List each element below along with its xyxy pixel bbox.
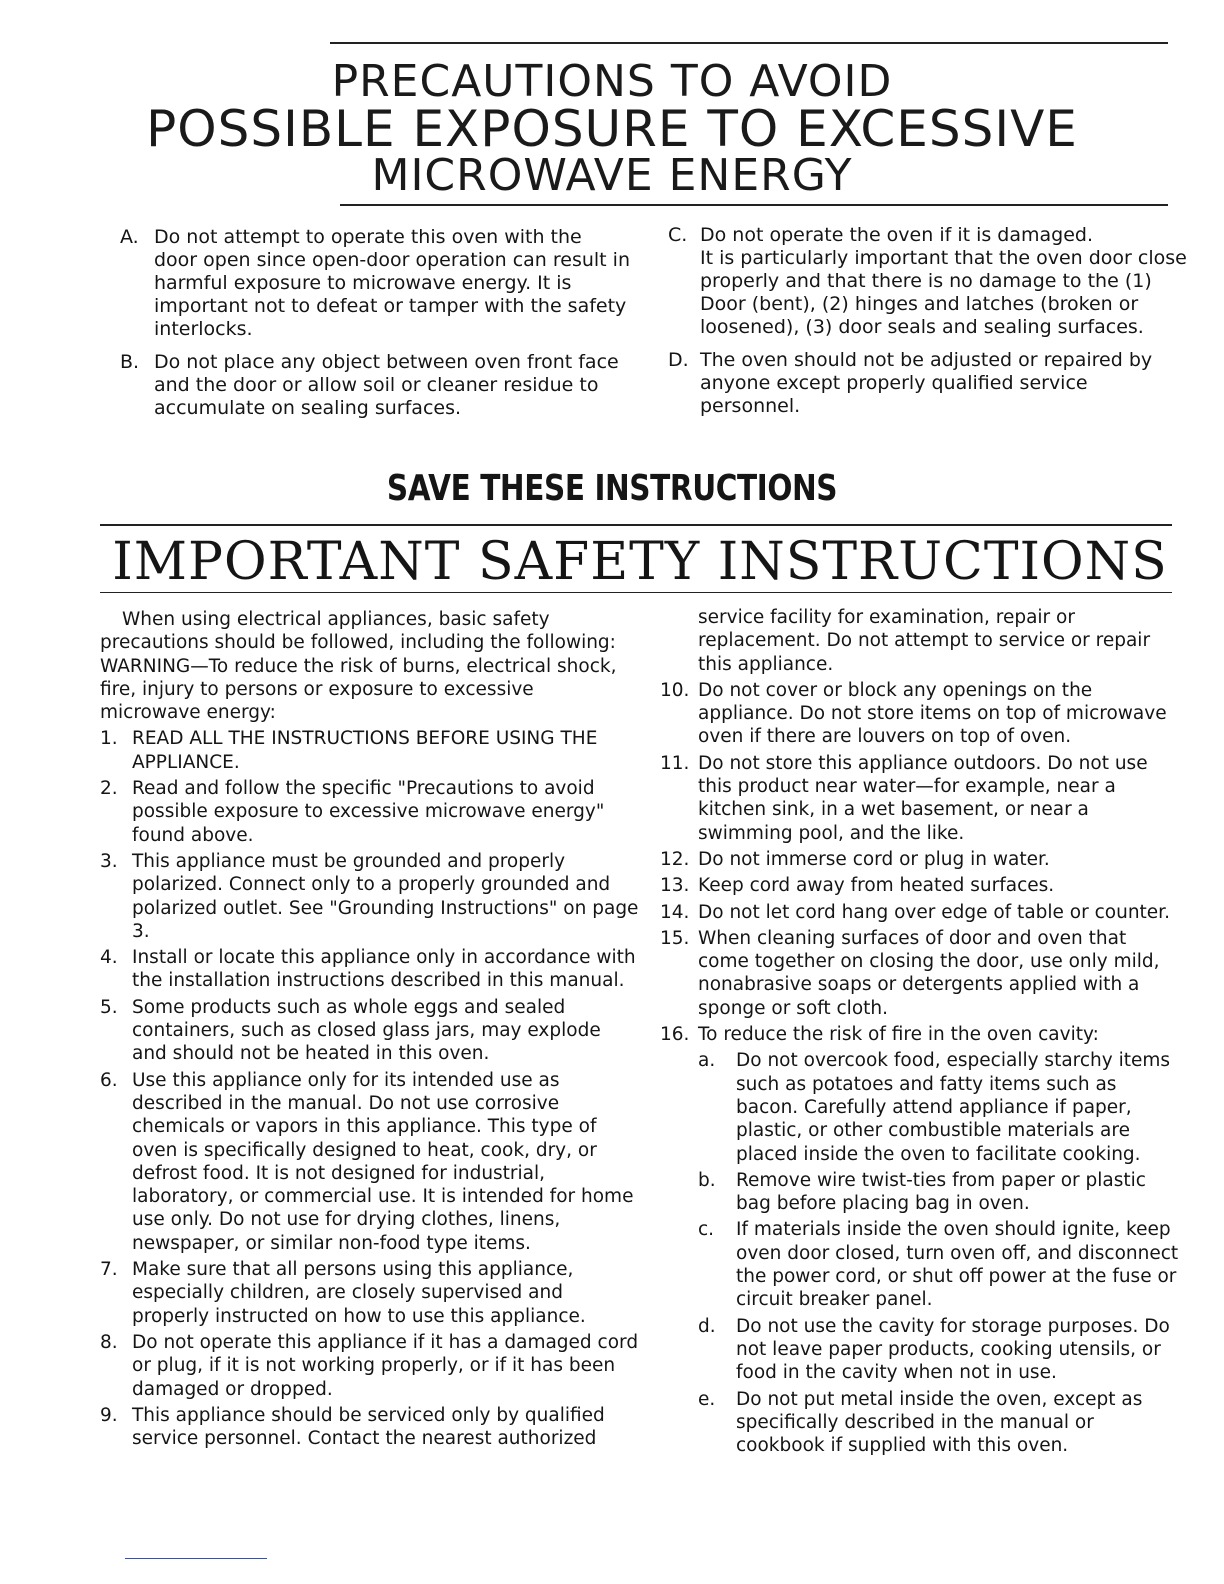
- instruction-item-1: [100, 727, 640, 774]
- instruction-number: 1.: [100, 728, 118, 750]
- heading-line-2: POSSIBLE EXPOSURE TO EXCESSIVE: [146, 100, 1078, 158]
- heading-bottom-rule: [340, 204, 1168, 206]
- save-instructions-heading: SAVE THESE INSTRUCTIONS: [386, 468, 838, 509]
- precaution-d: [668, 349, 1188, 418]
- precaution-a: [120, 226, 630, 341]
- instruction-item-5: [100, 996, 640, 1066]
- sub-item-label: d.: [698, 1315, 716, 1337]
- instruction-text: Read and follow the specific "Precautions to avoid possible exposure to excessive microwave energy" found above.: [132, 778, 605, 846]
- instruction-text: To reduce the risk of fire in the oven cavity:: [698, 1024, 1099, 1046]
- instruction-number: 3.: [100, 850, 118, 872]
- instruction-item-9: [100, 1404, 640, 1451]
- instruction-text: This appliance should be serviced only by qualified service personnel. Contact the nearest authorized: [132, 1404, 605, 1450]
- instruction-text: Do not immerse cord or plug in water.: [698, 848, 1050, 870]
- instruction-item-16: [660, 1023, 1180, 1046]
- sub-item-text: Remove wire twist-ties from paper or plastic bag before placing bag in oven.: [736, 1169, 1146, 1215]
- sub-item-text: Do not use the cavity for storage purposes. Do not leave paper products, cooking utensils, or food in the cavity when not in use.: [736, 1315, 1170, 1384]
- safety-title: IMPORTANT SAFETY INSTRUCTIONS: [112, 532, 1168, 592]
- precaution-text: The oven should not be adjusted or repaired by anyone except properly qualified service personnel.: [700, 349, 1153, 417]
- instruction-text: Do not let cord hang over edge of table or counter.: [698, 901, 1170, 923]
- instruction-number: 16.: [660, 1024, 690, 1046]
- instruction-item-14: [660, 901, 1180, 924]
- sub-item-text: Do not overcook food, especially starchy items such as potatoes and fatty items such as bacon. Carefully attend appliance if paper, plastic, or other combustible materials are placed inside the oven to facilitate cooking.: [736, 1050, 1171, 1165]
- instruction-number: 8.: [100, 1331, 118, 1353]
- instruction-text: Install or locate this appliance only in accordance with the installation instructions described in this manual.: [132, 947, 636, 992]
- sub-item-c: [660, 1218, 1180, 1311]
- instruction-text: Do not cover or block any openings on the appliance. Do not store items on top of microwave oven if there are louvers on top of oven.: [698, 679, 1167, 748]
- instruction-text: READ ALL THE INSTRUCTIONS BEFORE USING THE APPLIANCE.: [132, 728, 598, 773]
- sub-item-text: Do not put metal inside the oven, except as specifically described in the manual or cookbook if supplied with this oven.: [736, 1388, 1143, 1457]
- precautions-right-column: [668, 224, 1188, 428]
- instruction-number: 12.: [660, 848, 690, 870]
- instruction-item-4: [100, 946, 640, 993]
- precaution-text: Do not attempt to operate this oven with the door open since open-door operation can result in harmful exposure to microwave energy. It is important not to defeat or tamper with the safety interlocks.: [154, 226, 630, 340]
- instruction-number: 5.: [100, 996, 118, 1018]
- instruction-number: 13.: [660, 875, 690, 897]
- instruction-item-11: [660, 752, 1180, 845]
- instruction-number: 4.: [100, 947, 118, 969]
- instruction-item-10: [660, 679, 1180, 749]
- instruction-number: 11.: [660, 752, 690, 774]
- precaution-text: It is particularly important that the oven door close properly and that there is no damage to the (1) Door (bent), (2) hinges and latches (broken or loosened), (3) door seals and sealing surfaces.: [700, 247, 1187, 338]
- instruction-item-7: [100, 1258, 640, 1328]
- sub-item-d: [660, 1315, 1180, 1385]
- sub-item-label: c.: [698, 1219, 715, 1241]
- instruction-text: This appliance must be grounded and properly polarized. Connect only to a properly grounded and polarized outlet. See "Grounding Instructions" on page 3.: [132, 850, 639, 942]
- footer-underline: [125, 1558, 267, 1559]
- sub-item-text: If materials inside the oven should ignite, keep oven door closed, turn oven off, and disconnect the power cord, or shut off power at the fuse or circuit breaker panel.: [736, 1219, 1179, 1311]
- instruction-text: Make sure that all persons using this appliance, especially children, are closely supervised and properly instructed on how to use this appliance.: [132, 1259, 586, 1327]
- instruction-number: 14.: [660, 901, 690, 923]
- sub-item-label: e.: [698, 1388, 716, 1410]
- precaution-text: Do not place any object between oven front face and the door or allow soil or cleaner residue to accumulate on sealing surfaces.: [154, 351, 619, 419]
- instruction-number: 6.: [100, 1069, 118, 1091]
- instruction-text: Use this appliance only for its intended use as described in the manual. Do not use corrosive chemicals or vapors in this appliance. This type of oven is specifically designed to heat, cook, dry, or defrost food. It is not designed for industrial, laboratory, or commercial use. It is intended for home use only. Do not use for drying clothes, linens, newspaper, or similar non-food type items.: [132, 1069, 634, 1254]
- intro-paragraph: When using electrical appliances, basic safety precautions should be followed, including the following:: [100, 609, 616, 654]
- precaution-label: B.: [120, 351, 140, 373]
- safety-left-column: [100, 608, 640, 1450]
- instruction-number: 10.: [660, 679, 690, 701]
- safety-bottom-rule: [100, 592, 1172, 593]
- instruction-number: 2.: [100, 778, 118, 800]
- sub-item-e: [660, 1388, 1180, 1458]
- precaution-c: [668, 224, 1188, 339]
- top-rule: [330, 42, 1168, 44]
- instruction-item-13: [660, 874, 1180, 897]
- instruction-item-3: [100, 850, 640, 943]
- instruction-number: 7.: [100, 1259, 118, 1281]
- instruction-text: When cleaning surfaces of door and oven that come together on closing the door, use only mild, nonabrasive soaps or detergents applied with a sponge or soft cloth.: [698, 927, 1160, 1019]
- instruction-item-12: [660, 848, 1180, 871]
- heading-line-1: PRECAUTIONS TO AVOID: [331, 56, 893, 107]
- precaution-text-first: Do not operate the oven if it is damaged.: [700, 224, 1094, 246]
- sub-item-a: [660, 1049, 1180, 1165]
- precautions-left-column: [120, 226, 630, 430]
- instruction-text: Do not operate this appliance if it has a damaged cord or plug, if it is not working properly, or if it has been damaged or dropped.: [132, 1331, 639, 1400]
- warning-paragraph: WARNING—To reduce the risk of burns, electrical shock, fire, injury to persons or exposure to excessive microwave energy:: [100, 655, 617, 724]
- safety-right-column: [660, 606, 1180, 1457]
- sub-item-label: a.: [698, 1050, 716, 1072]
- heading-line-3: MICROWAVE ENERGY: [371, 150, 853, 201]
- instruction-text: Do not store this appliance outdoors. Do not use this product near water—for example, near a kitchen sink, in a wet basement, or near a swimming pool, and the like.: [698, 752, 1148, 844]
- instruction-number: 9.: [100, 1404, 118, 1426]
- instruction-text: Some products such as whole eggs and sealed containers, such as closed glass jars, may explode and should not be heated in this oven.: [132, 996, 601, 1065]
- precaution-label: D.: [668, 349, 689, 371]
- instruction-text: Keep cord away from heated surfaces.: [698, 875, 1055, 897]
- instruction-9-continued: service facility for examination, repair or replacement. Do not attempt to service or repair this appliance.: [698, 607, 1151, 675]
- precaution-label: C.: [668, 224, 688, 246]
- instruction-item-2: [100, 777, 640, 847]
- safety-top-rule: [100, 524, 1172, 526]
- instruction-item-8: [100, 1331, 640, 1401]
- instruction-number: 15.: [660, 927, 690, 949]
- sub-item-b: [660, 1169, 1180, 1216]
- instruction-item-15: [660, 927, 1180, 1020]
- instruction-item-6: [100, 1069, 640, 1255]
- precaution-label: A.: [120, 226, 139, 248]
- precaution-b: [120, 351, 630, 420]
- sub-item-label: b.: [698, 1169, 716, 1191]
